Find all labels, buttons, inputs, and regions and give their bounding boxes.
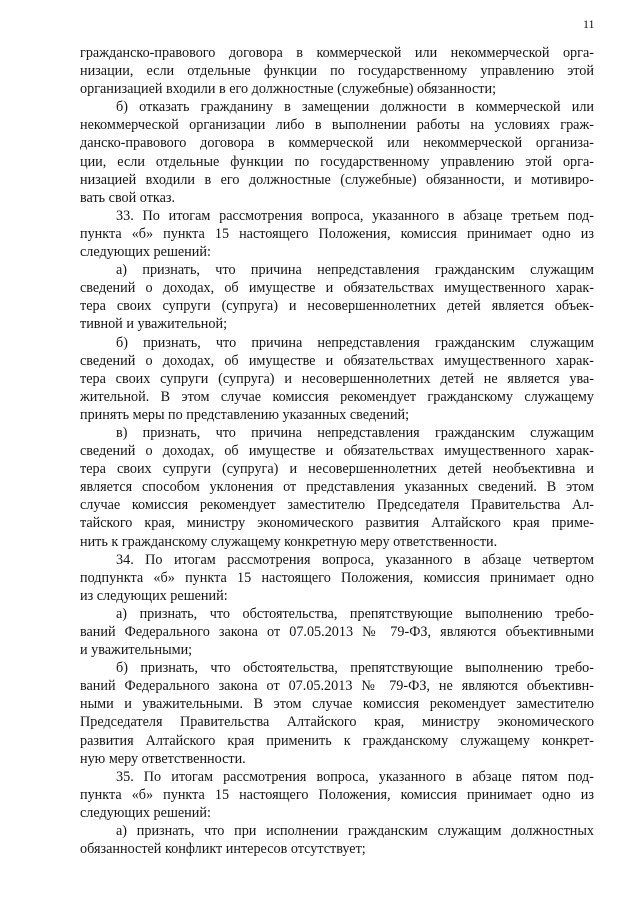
document-text	[80, 44, 594, 858]
text-line: в) признать, что причина непредставления гражданским служащим	[116, 424, 594, 441]
text-line: б) признать, что причина непредставления гражданским служащим	[116, 334, 594, 351]
text-line: ваний Федерального закона от 07.05.2013 № 79-ФЗ, являются объективными	[80, 624, 594, 640]
page-number: 11	[583, 17, 595, 31]
text-line: следующих решений:	[80, 244, 211, 261]
paragraph	[80, 44, 594, 98]
text-line: жительной. В этом случае комиссия рекомендует гражданскому служащему	[80, 388, 594, 405]
text-line: тайского края, министру экономического развития Алтайского края приме-	[80, 515, 594, 532]
text-line: принять меры по представлению указанных сведений;	[80, 406, 410, 423]
paragraph	[80, 659, 594, 768]
text-line: из следующих решений:	[80, 587, 228, 604]
paragraph	[80, 822, 594, 858]
text-line: б) признать, что обстоятельства, препятствующие выполнению требо-	[116, 660, 594, 677]
text-line: 33. По итогам рассмотрения вопроса, указанного в абзаце третьем под-	[116, 207, 594, 224]
text-line: низацией входили в его должностные (служебные) обязанности, и мотивиро-	[80, 171, 594, 188]
text-line: низации, если отдельные функции по государственному управлению этой	[80, 63, 594, 80]
paragraph	[80, 207, 594, 261]
paragraph	[80, 768, 594, 822]
text-line: следующих решений:	[80, 804, 211, 821]
text-line: тера своих супруги (супруга) и несовершеннолетних детей не является ува-	[80, 370, 594, 387]
paragraph	[80, 424, 594, 551]
text-line: пункта «б» пункта 15 настоящего Положения, комиссия принимает одно из	[80, 225, 594, 242]
text-line: случае комиссия рекомендует заместителю Председателя Правительства Ал-	[80, 497, 594, 514]
text-line: сведений о доходах, об имуществе и обязательствах имущественного харак-	[80, 443, 594, 460]
paragraph	[80, 605, 594, 659]
text-line: сведений о доходах, об имуществе и обязательствах имущественного харак-	[80, 352, 594, 369]
text-line: данско-правового договора в коммерческой или некоммерческой организа-	[80, 135, 594, 152]
text-line: некоммерческой организации либо в выполнении работы на условиях граж-	[80, 117, 594, 134]
text-line: б) отказать гражданину в замещении должности в коммерческой или	[116, 99, 594, 116]
text-line: нить к гражданскому служащему конкретную меру ответственности.	[80, 533, 498, 550]
text-line: пункта «б» пункта 15 настоящего Положения, комиссия принимает одно из	[80, 786, 594, 803]
text-line: а) признать, что обстоятельства, препятствующие выполнению требо-	[116, 605, 594, 622]
text-line: тера своих супруги (супруга) и несовершеннолетних детей необъективна и	[80, 461, 594, 478]
text-line: обязанностей конфликт интересов отсутствует;	[80, 841, 366, 858]
text-line: сведений о доходах, об имуществе и обязательствах имущественного харак-	[80, 280, 594, 297]
text-line: 34. По итогам рассмотрения вопроса, указанного в абзаце четвертом	[116, 551, 594, 568]
paragraph	[80, 334, 594, 424]
text-line: организацией входили в его должностные (служебные) обязанности;	[80, 81, 497, 98]
text-line: Председателя Правительства Алтайского края, министру экономического	[80, 714, 594, 731]
text-line: гражданско-правового договора в коммерческой или некоммерческой орга-	[80, 45, 594, 61]
paragraph	[80, 551, 594, 605]
text-line: развития Алтайского края применить к гражданскому служащему конкрет-	[80, 732, 594, 749]
paragraph	[80, 261, 594, 333]
text-line: ными и уважительными. В этом случае комиссия рекомендует заместителю	[80, 696, 594, 713]
text-line: тивной и уважительной;	[80, 316, 228, 333]
text-line: а) признать, что причина непредставления гражданским служащим	[116, 262, 594, 279]
text-line: ную меру ответственности.	[80, 750, 246, 767]
text-line: тера своих супруги (супруга) и несовершеннолетних детей является объек-	[80, 298, 594, 315]
text-line: ваний Федерального закона от 07.05.2013 № 79-ФЗ, не являются объективн-	[80, 678, 594, 695]
text-line: является способом уклонения от представления указанных сведений. В этом	[80, 479, 594, 496]
text-line: вать свой отказ.	[80, 189, 176, 206]
paragraph	[80, 98, 594, 207]
text-line: и уважительными;	[80, 642, 193, 659]
text-line: а) признать, что при исполнении гражданским служащим должностных	[116, 823, 594, 840]
text-line: подпункта «б» пункта 15 настоящего Положения, комиссия принимает одно	[80, 569, 594, 586]
text-line: 35. По итогам рассмотрения вопроса, указанного в абзаце пятом под-	[116, 768, 594, 785]
text-line: ции, если отдельные функции по государственному управлению этой орга-	[80, 153, 594, 170]
